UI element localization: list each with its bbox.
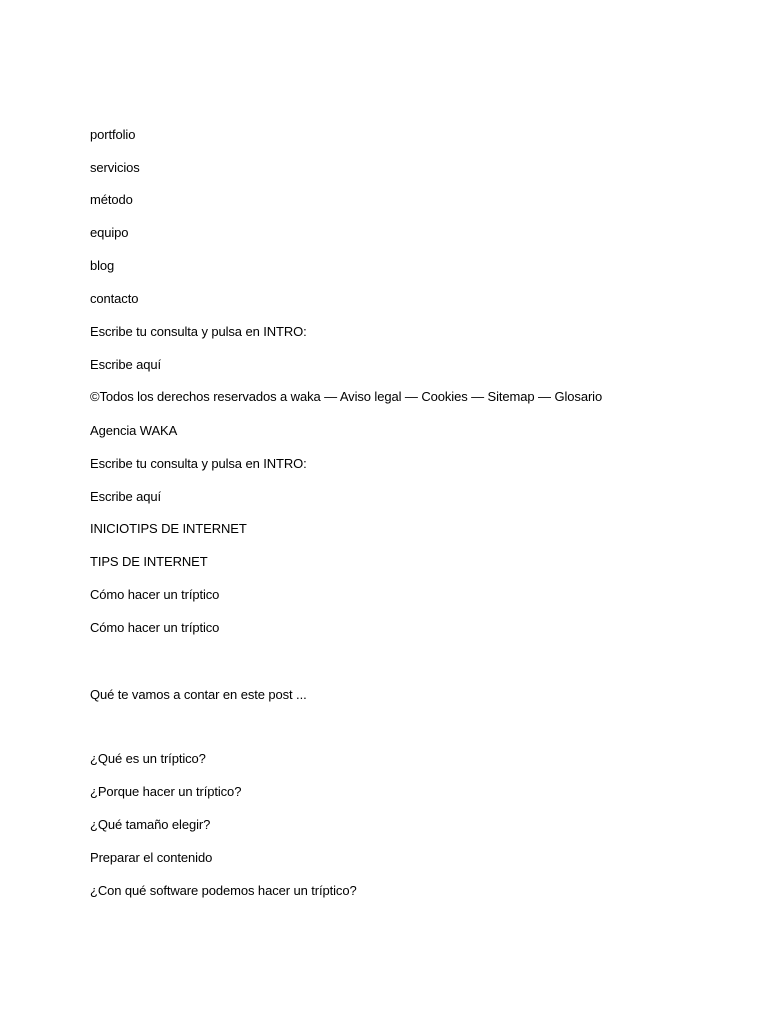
copyright-text: ©Todos los derechos reservados a waka bbox=[90, 389, 321, 404]
footer-separator: — bbox=[467, 389, 488, 404]
footer-link-sitemap[interactable]: Sitemap bbox=[487, 389, 535, 404]
toc-item[interactable]: ¿Qué es un tríptico? bbox=[90, 751, 206, 766]
toc-item[interactable]: Preparar el contenido bbox=[90, 850, 213, 865]
nav-item-servicios[interactable]: servicios bbox=[90, 160, 140, 175]
footer-separator: — bbox=[320, 389, 340, 404]
search-input-second[interactable]: Escribe aquí bbox=[90, 489, 162, 504]
category-label[interactable]: TIPS DE INTERNET bbox=[90, 554, 208, 569]
search-prompt: Escribe tu consulta y pulsa en INTRO: bbox=[90, 324, 307, 339]
toc-item[interactable]: ¿Con qué software podemos hacer un tríptico? bbox=[90, 883, 357, 898]
nav-item-metodo[interactable]: método bbox=[90, 192, 133, 207]
nav-item-equipo[interactable]: equipo bbox=[90, 225, 129, 240]
breadcrumb[interactable]: INICIOTIPS DE INTERNET bbox=[90, 521, 247, 536]
footer-link-aviso-legal[interactable]: Aviso legal bbox=[339, 389, 402, 404]
footer-link-glosario[interactable]: Glosario bbox=[554, 389, 603, 404]
footer-separator: — bbox=[401, 389, 422, 404]
post-title: Cómo hacer un tríptico bbox=[90, 587, 220, 602]
post-title-repeat: Cómo hacer un tríptico bbox=[90, 620, 220, 635]
toc-item[interactable]: ¿Qué tamaño elegir? bbox=[90, 817, 211, 832]
brand-name[interactable]: Agencia WAKA bbox=[90, 423, 178, 438]
search-prompt-second: Escribe tu consulta y pulsa en INTRO: bbox=[90, 456, 307, 471]
toc-heading: Qué te vamos a contar en este post ... bbox=[90, 687, 307, 702]
search-input[interactable]: Escribe aquí bbox=[90, 357, 162, 372]
toc-item[interactable]: ¿Porque hacer un tríptico? bbox=[90, 784, 242, 799]
nav-item-blog[interactable]: blog bbox=[90, 258, 115, 273]
nav-item-contacto[interactable]: contacto bbox=[90, 291, 139, 306]
nav-item-portfolio[interactable]: portfolio bbox=[90, 127, 136, 142]
footer-link-cookies[interactable]: Cookies bbox=[421, 389, 468, 404]
footer-separator: — bbox=[534, 389, 555, 404]
footer-line bbox=[90, 389, 602, 405]
